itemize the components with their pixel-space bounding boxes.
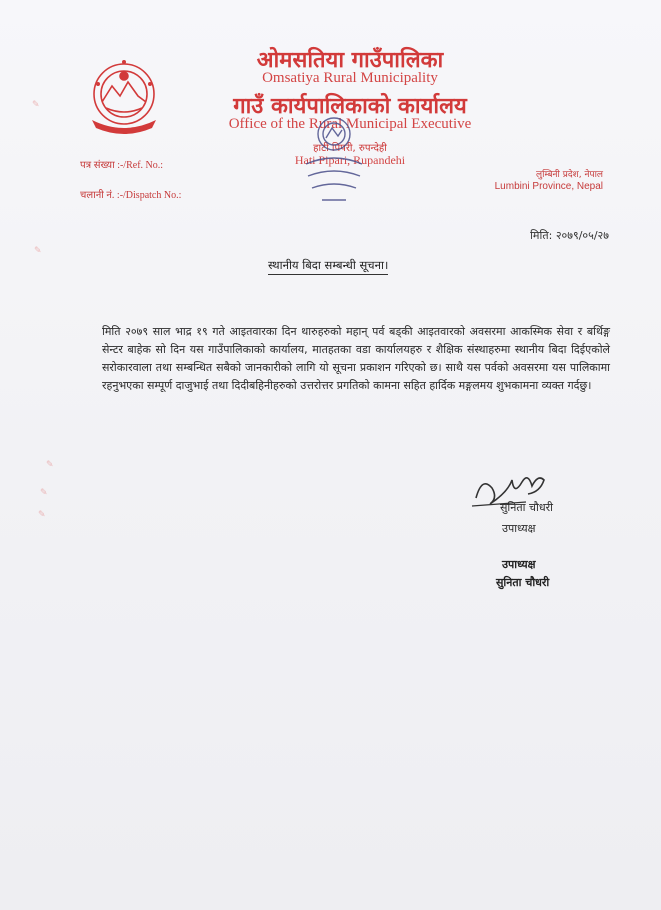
- bleed-through-mark: ✎: [38, 510, 46, 520]
- notice-body: मिति २०७९ साल भाद्र १९ गते आइतवारका दिन थारुहरुको महान् पर्व बड्की आइतवारको अवसरमा आकस्मिक सेवा र बर्थिङ्ग सेन्टर बाहेक सो दिन यस गाउँपालिकाको कार्यालय, मातहतका वडा कार्यालयहरु र शैक्षिक संस्थाहरुमा स्थानीय बिदा दिईएकोले सरोकारवाला तथा सम्बन्धित सबैको जानकारीको लागि यो सूचना प्रकाशन गरिएको छ। साथै यस पर्वको अवसरमा यस पालिकामा रहनुभएका सम्पूर्ण दाजुभाई तथा दिदीबहिनीहरुको उत्तरोत्तर प्रगतिको कामना सहित हार्दिक मङ्गलमय शुभकामना व्यक्त गर्दछु।: [102, 325, 610, 392]
- bleed-through-mark: ✎: [46, 460, 54, 470]
- signatory-name: सुनिता चौधरी: [500, 501, 553, 514]
- bleed-through-mark: ✎: [32, 100, 40, 110]
- stamp-title: उपाध्यक्ष: [502, 558, 536, 571]
- province-english: Lumbini Province, Nepal: [494, 181, 603, 192]
- official-seal-icon: [292, 112, 376, 210]
- letter-date: मिति: २०७९/०५/२७: [530, 229, 609, 242]
- reference-number: पत्र संख्या :-/Ref. No.:: [80, 160, 164, 171]
- notice-subject: स्थानीय बिदा सम्बन्धी सूचना।: [268, 258, 388, 275]
- municipality-name-nepali: ओमसतिया गाउँपालिका: [256, 48, 444, 73]
- province-nepali: लुम्बिनी प्रदेश, नेपाल: [536, 170, 603, 180]
- dispatch-number: चलानी नं. :-/Dispatch No.:: [80, 190, 182, 201]
- address-nepali: हाटी पिपरी, रुपन्देही: [313, 143, 387, 154]
- municipality-emblem-icon: [86, 56, 162, 136]
- stamp-name: सुनिता चौधरी: [496, 576, 550, 589]
- bleed-through-mark: ✎: [40, 488, 48, 498]
- address-english: Hati Pipari, Rupandehi: [294, 153, 406, 167]
- municipality-name-english: Omsatiya Rural Municipality: [262, 70, 438, 86]
- bleed-through-mark: ✎: [34, 246, 42, 256]
- office-name-english: Office of the Rural Municipal Executive: [228, 116, 472, 132]
- office-name-nepali: गाउँ कार्यपालिकाको कार्यालय: [233, 94, 467, 119]
- signatory-title: उपाध्यक्ष: [502, 522, 536, 535]
